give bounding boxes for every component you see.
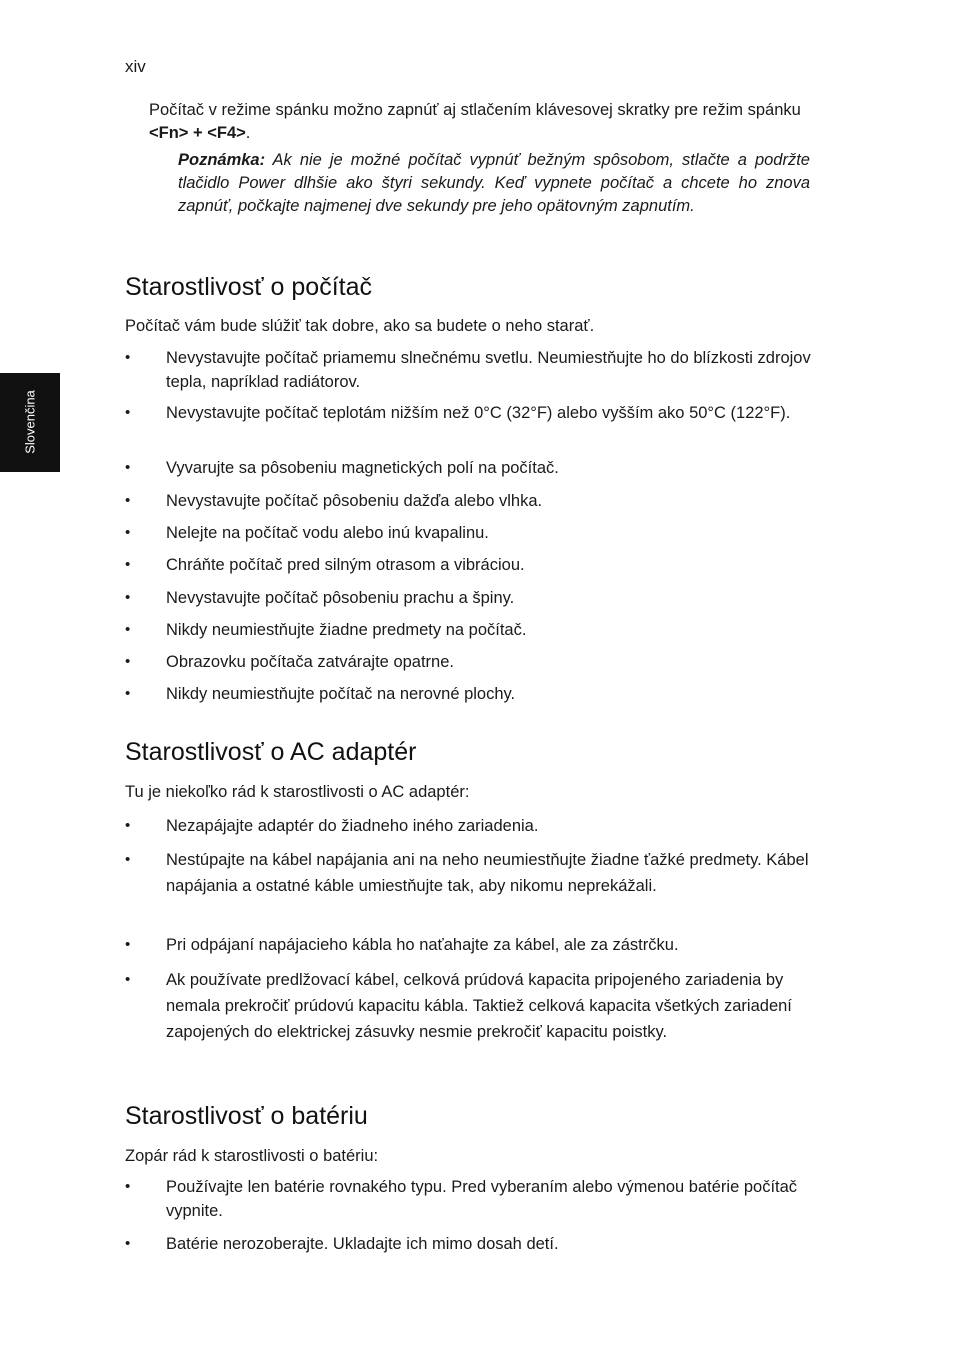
bullet-icon: •	[125, 685, 131, 702]
section-intro-ac-adapter-care: Tu je niekoľko rád k starostlivosti o AC adaptér:	[125, 783, 470, 801]
list-item-text: Pri odpájaní napájacieho kábla ho naťahajte za kábel, ale za zástrčku.	[166, 936, 679, 954]
bullet-icon: •	[125, 621, 131, 638]
bullet-icon: •	[125, 1235, 131, 1252]
list-item-text: Nikdy neumiestňujte žiadne predmety na počítač.	[166, 621, 527, 639]
list-item-text: Používajte len batérie rovnakého typu. Pred vyberaním alebo výmenou batérie počítač vypnite.	[166, 1178, 798, 1220]
keyboard-shortcut: <Fn> + <F4>	[149, 124, 246, 142]
list-item-text: Nevystavujte počítač pôsobeniu dažďa alebo vlhka.	[166, 492, 543, 510]
intro-paragraph	[149, 99, 811, 145]
bullet-icon: •	[125, 492, 131, 509]
list-item-text: Nikdy neumiestňujte počítač na nerovné plochy.	[166, 685, 516, 703]
list-item-text: Chráňte počítač pred silným otrasom a vibráciou.	[166, 556, 525, 574]
bullet-icon: •	[125, 349, 131, 366]
note-label: Poznámka:	[178, 151, 266, 169]
list-item-text: Nevystavujte počítač pôsobeniu prachu a špiny.	[166, 589, 515, 607]
bullet-icon: •	[125, 1178, 131, 1195]
bullet-icon: •	[125, 556, 131, 573]
note-text: Ak nie je možné počítač vypnúť bežným spôsobom, stlačte a podržte tlačidlo Power dlhšie ako štyri sekundy. Keď vypnete počítač a chcete ho znova zapnúť, počkajte najmenej dve sekundy pre jeho opätovným zapnutím.	[178, 151, 810, 215]
list-item-text: Obrazovku počítača zatvárajte opatrne.	[166, 653, 454, 671]
list-item-text: Nevystavujte počítač priamemu slnečnému svetlu. Neumiestňujte ho do blízkosti zdrojov tepla, napríklad radiátorov.	[166, 349, 811, 391]
intro-text: Počítač v režime spánku možno zapnúť aj stlačením klávesovej skratky pre režim spánku	[149, 101, 801, 119]
section-intro-computer-care: Počítač vám bude slúžiť tak dobre, ako sa budete o neho starať.	[125, 317, 595, 335]
note-block	[178, 149, 810, 218]
bullet-icon: •	[125, 589, 131, 606]
list-item-text: Batérie nerozoberajte. Ukladajte ich mimo dosah detí.	[166, 1235, 559, 1253]
list-item-text: Vyvarujte sa pôsobeniu magnetických polí na počítač.	[166, 459, 559, 477]
page-number: xiv	[125, 57, 146, 76]
section-heading-battery-care: Starostlivosť o batériu	[125, 1102, 368, 1130]
list-item-text: Nezapájajte adaptér do žiadneho iného zariadenia.	[166, 817, 539, 835]
list-item-text: Nelejte na počítač vodu alebo inú kvapalinu.	[166, 524, 489, 542]
list-item-text: Ak používate predlžovací kábel, celková prúdová kapacita pripojeného zariadenia by nemala prekročiť prúdovú kapacitu kábla. Taktiež celková kapacita všetkých zariadení zapojených do elektrickej zásuvky nesmie prekročiť kapacitu poistky.	[166, 971, 792, 1041]
bullet-icon: •	[125, 971, 131, 988]
section-heading-ac-adapter-care: Starostlivosť o AC adaptér	[125, 738, 417, 766]
bullet-icon: •	[125, 459, 131, 476]
bullet-icon: •	[125, 404, 131, 421]
bullet-icon: •	[125, 653, 131, 670]
bullet-icon: •	[125, 524, 131, 541]
section-intro-battery-care: Zopár rád k starostlivosti o batériu:	[125, 1147, 379, 1165]
bullet-icon: •	[125, 936, 131, 953]
list-item-text: Nevystavujte počítač teplotám nižším než 0°C (32°F) alebo vyšším ako 50°C (122°F).	[166, 404, 791, 422]
list-item-text: Nestúpajte na kábel napájania ani na neho neumiestňujte žiadne ťažké predmety. Kábel napájania a ostatné káble umiestňujte tak, aby nikomu neprekážali.	[166, 851, 809, 895]
language-side-tab-label: Slovenčina	[22, 390, 38, 454]
language-side-tab	[0, 373, 60, 472]
bullet-icon: •	[125, 851, 131, 868]
bullet-icon: •	[125, 817, 131, 834]
intro-text-end: .	[245, 124, 251, 142]
section-heading-computer-care: Starostlivosť o počítač	[125, 273, 372, 301]
